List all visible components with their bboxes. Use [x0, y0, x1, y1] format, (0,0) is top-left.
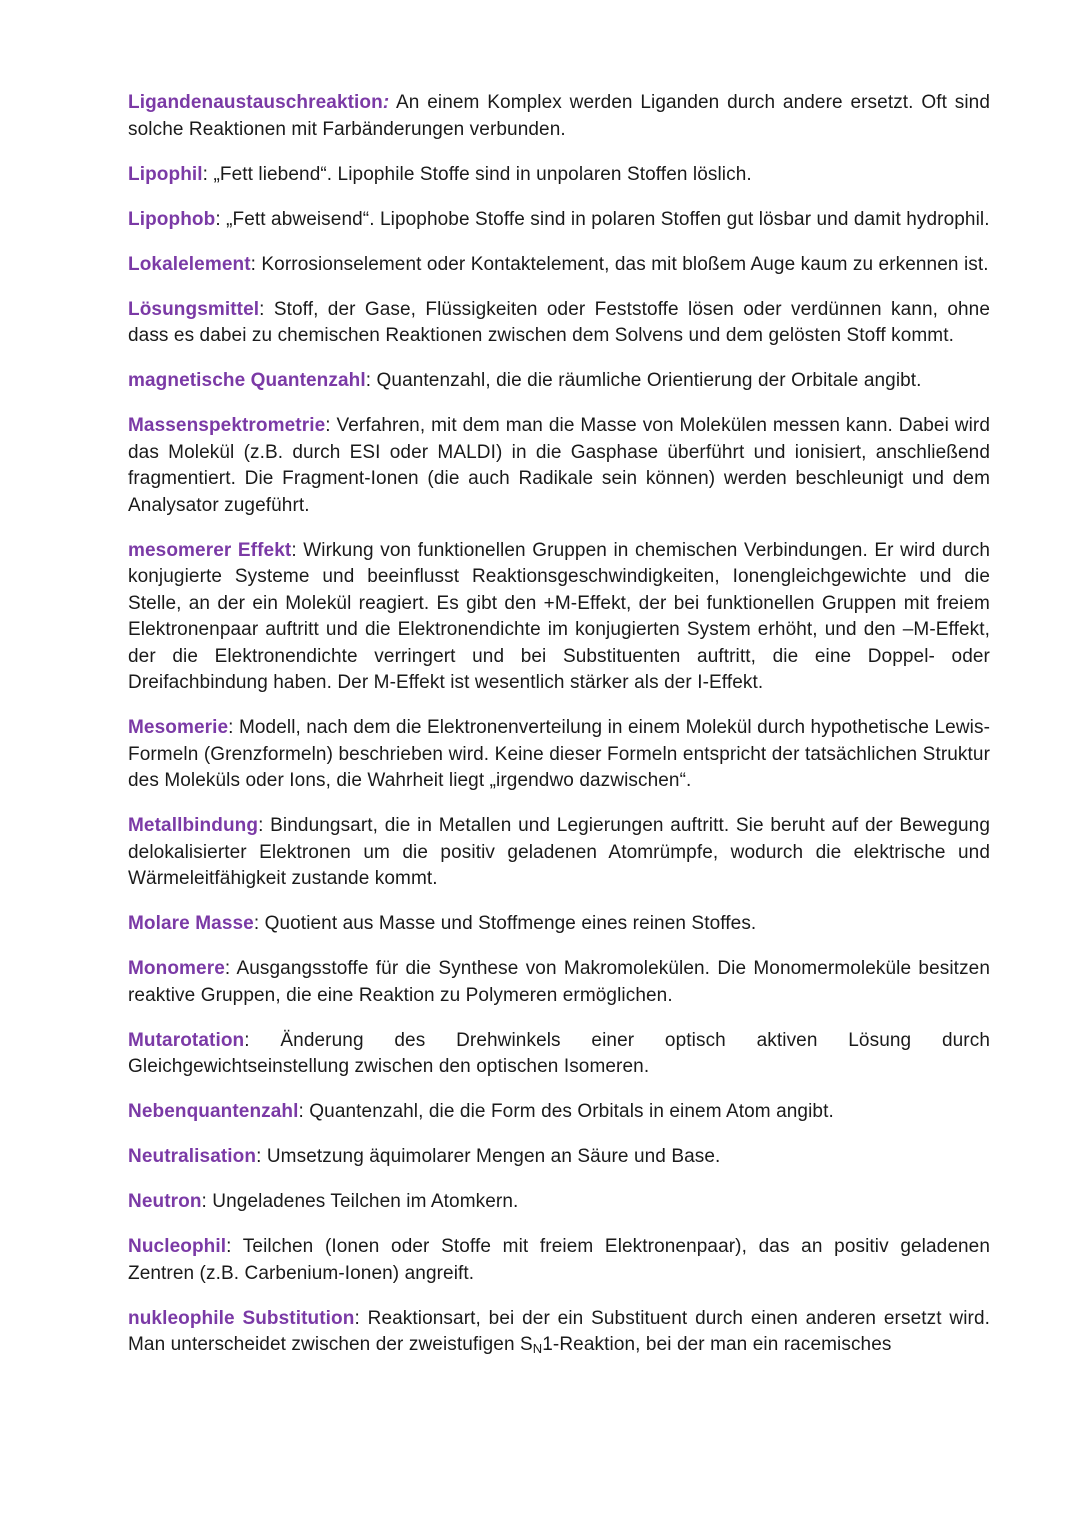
term-separator: : — [291, 539, 297, 561]
glossary-entry-mesomerer-effekt — [128, 538, 990, 697]
glossary-entry-lokalelement — [128, 252, 990, 279]
glossary-definition: Verfahren, mit dem man die Masse von Molekülen messen kann. Dabei wird das Molekül (z.B. durch ESI oder MALDI) in die Gasphase überführt und ionisiert, anschließend fragmentiert. Die Fragment-Ionen (die auch Radikale sein können) werden beschleunigt und dem Analysator zugeführt. — [128, 415, 990, 516]
term-separator: : — [244, 1029, 250, 1051]
glossary-definition: Quantenzahl, die die Form des Orbitals in einem Atom angibt. — [303, 1101, 834, 1122]
glossary-definition: Modell, nach dem die Elektronenverteilung in einem Molekül durch hypothetische Lewis-Formeln (Grenzformeln) beschrieben wird. Keine dieser Formeln entspricht der tatsächlichen Struktur des Moleküls oder Ions, die Wahrheit liegt „irgendwo dazwischen“. — [128, 717, 990, 791]
glossary-definition: An einem Komplex werden Liganden durch andere ersetzt. Oft sind solche Reaktionen mit Farbänderungen verbunden. — [128, 92, 990, 140]
glossary-entry-neutron — [128, 1189, 990, 1216]
term-separator: : — [201, 1191, 207, 1212]
glossary-entry-mesomerie — [128, 715, 990, 795]
glossary-term: Nucleophil — [128, 1236, 227, 1257]
glossary-entry-mutarotation — [128, 1028, 990, 1081]
glossary-page — [128, 90, 990, 1381]
term-separator: : — [224, 958, 231, 979]
glossary-entry-nukleophile-substitution — [128, 1306, 990, 1363]
term-separator: : — [226, 1236, 232, 1257]
glossary-definition: Bindungsart, die in Metallen und Legierungen auftritt. Sie beruht auf der Bewegung delokalisierter Elektronen um die positiv geladenen Atomrümpfe, wodurch die elektrische und Wärmeleitfähigkeit zustande kommt. — [128, 815, 990, 889]
term-separator: : — [215, 208, 221, 230]
glossary-term: Neutralisation — [128, 1146, 257, 1167]
glossary-definition: Teilchen (Ionen oder Stoffe mit freiem Elektronenpaar), das an positiv geladenen Zentren (z.B. Carbenium-Ionen) angreift. — [128, 1236, 990, 1284]
glossary-entry-ligandenaustauschreaktion — [128, 90, 990, 143]
glossary-definition: Umsetzung äquimolarer Mengen an Säure und Base. — [261, 1146, 721, 1167]
glossary-term: Mutarotation — [128, 1029, 245, 1051]
glossary-definition: Ausgangsstoffe für die Synthese von Makromolekülen. Die Monomermoleküle besitzen reaktive Gruppen, die eine Reaktion zu Polymeren ermöglichen. — [128, 958, 990, 1006]
glossary-entry-neutralisation — [128, 1144, 990, 1171]
term-separator: : — [259, 298, 265, 320]
glossary-entry-magnetische-quantenzahl — [128, 368, 990, 395]
term-separator: : — [258, 815, 264, 836]
glossary-term: magnetische Quantenzahl — [128, 370, 366, 391]
glossary-entry-loesungsmittel — [128, 297, 990, 350]
term-separator: : — [298, 1101, 304, 1122]
glossary-definition: Quantenzahl, die die räumliche Orientierung der Orbitale angibt. — [371, 370, 922, 391]
glossary-term: Ligandenaustauschreaktion — [128, 92, 383, 113]
glossary-definition: Wirkung von funktionellen Gruppen in chemischen Verbindungen. Er wird durch konjugierte Systeme und beeinflusst Reaktionsgeschwindigkeiten, Ionengleichgewichte und die Stelle, an der ein Molekül reagiert. Es gibt den +M-Effekt, der bei funktionellen Gruppen mit freiem Elektronenpaar auftritt und die Elektronendichte im konjugierten System erhöht, und den –M-Effekt, der die Elektronendichte verringert und bei Substituenten auftritt, die eine Doppel- oder Dreifachbindung haben. Der M-Effekt ist wesentlich stärker als der I-Effekt. — [128, 539, 990, 693]
term-separator: : — [256, 1146, 262, 1167]
glossary-definition: Korrosionselement oder Kontaktelement, das mit bloßem Auge kaum zu erkennen ist. — [256, 253, 989, 275]
glossary-definition-tail: 1-Reaktion, bei der man ein racemisches — [542, 1334, 892, 1355]
glossary-definition: Quotient aus Masse und Stoffmenge eines reinen Stoffes. — [259, 913, 757, 934]
glossary-term: Lokalelement — [128, 253, 251, 275]
glossary-term: Mesomerie — [128, 717, 229, 738]
glossary-term: Lipophil — [128, 163, 203, 185]
glossary-term: Neutron — [128, 1191, 202, 1212]
glossary-entry-massenspektrometrie — [128, 413, 990, 519]
glossary-term: Lipophob — [128, 208, 216, 230]
glossary-definition: „Fett liebend“. Lipophile Stoffe sind in unpolaren Stoffen löslich. — [208, 163, 752, 185]
glossary-term: mesomerer Effekt — [128, 539, 292, 561]
glossary-entry-nucleophil — [128, 1234, 990, 1287]
term-separator: : — [325, 415, 331, 436]
term-separator: : — [382, 92, 390, 113]
subscript-n: N — [532, 1341, 543, 1356]
glossary-entry-metallbindung — [128, 813, 990, 893]
glossary-term: Massenspektrometrie — [128, 415, 326, 436]
glossary-entry-lipophob — [128, 207, 990, 234]
term-separator: : — [354, 1307, 360, 1329]
glossary-term: Nebenquantenzahl — [128, 1101, 299, 1122]
glossary-entry-lipophil — [128, 162, 990, 189]
glossary-definition: Ungeladenes Teilchen im Atomkern. — [206, 1191, 519, 1212]
glossary-definition: Stoff, der Gase, Flüssigkeiten oder Feststoffe lösen oder verdünnen kann, ohne dass es dabei zu chemischen Reaktionen zwischen dem Solvens und dem gelösten Stoff kommt. — [128, 298, 990, 346]
glossary-entry-nebenquantenzahl — [128, 1099, 990, 1126]
glossary-term: nukleophile Substitution — [128, 1307, 355, 1329]
glossary-term: Molare Masse — [128, 913, 254, 934]
glossary-definition: „Fett abweisend“. Lipophobe Stoffe sind in polaren Stoffen gut lösbar und damit hydrophil. — [220, 208, 990, 230]
glossary-term: Lösungsmittel — [128, 298, 260, 320]
term-separator: : — [250, 253, 257, 275]
glossary-term: Monomere — [128, 958, 225, 979]
term-separator: : — [228, 717, 234, 738]
glossary-definition: Änderung des Drehwinkels einer optisch aktiven Lösung durch Gleichgewichtseinstellung zwischen den optischen Isomeren. — [128, 1029, 990, 1077]
glossary-term: Metallbindung — [128, 815, 259, 836]
term-separator: : — [253, 913, 260, 934]
glossary-entry-molare-masse — [128, 911, 990, 938]
glossary-definition: Reaktionsart, bei der ein Substituent durch einen anderen ersetzt wird. Man unterscheidet zwischen der zweistufigen S — [128, 1307, 990, 1355]
term-separator: : — [202, 163, 209, 185]
term-separator: : — [365, 370, 372, 391]
glossary-entry-monomere — [128, 956, 990, 1009]
